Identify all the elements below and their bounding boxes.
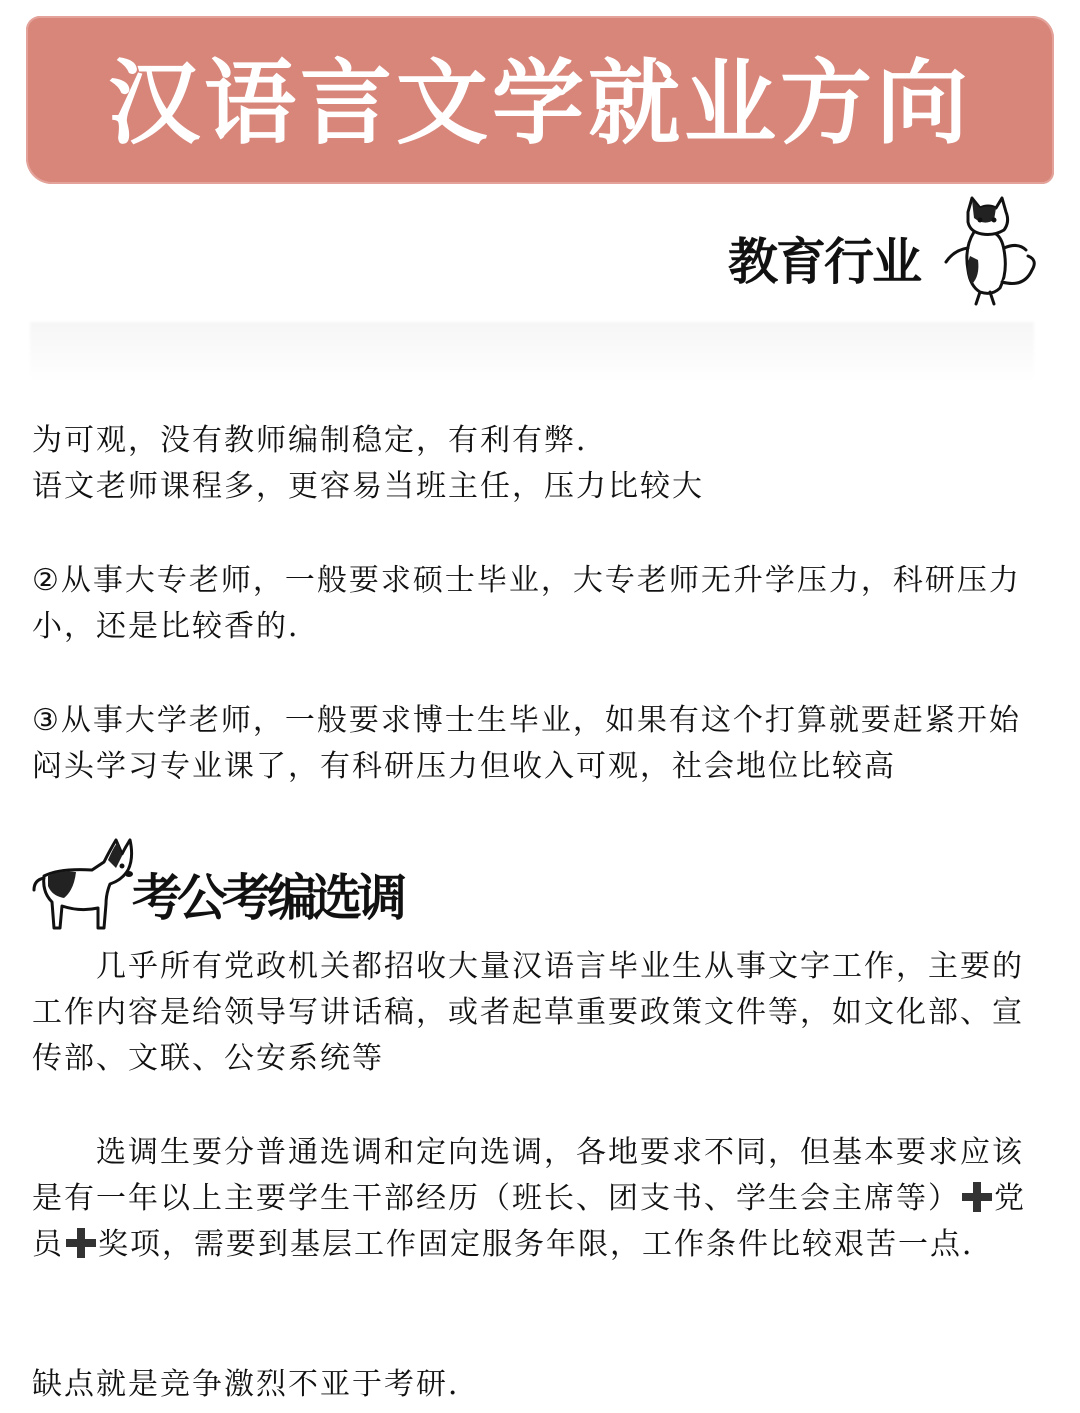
plus-icon (962, 1182, 992, 1212)
gov-paragraph-1: 几乎所有党政机关都招收大量汉语言毕业生从事文字工作，主要的工作内容是给领导写讲话稿，或者起草重要政策文件等，如文化部、宣传部、文联、公安系统等 (32, 949, 1024, 1076)
section-heading-education: 教育行业 (728, 233, 920, 291)
gov-paragraph-3: 缺点就是竞争激烈不亚于考研． (32, 1367, 480, 1402)
edu-paragraph-2: ②从事大专老师，一般要求硕士毕业，大专老师无升学压力，科研压力小，还是比较香的． (32, 563, 1021, 644)
gov-paragraph-2-part-c: 奖项，需要到基层工作固定服务年限，工作条件比较艰苦一点． (98, 1227, 994, 1262)
cat-icon (928, 192, 1046, 310)
plus-icon (66, 1228, 96, 1258)
page-title: 汉语言文学就业方向 (107, 50, 972, 157)
blurred-region (30, 322, 1034, 382)
section-heading-gov: 考公考编选调 (132, 869, 402, 927)
dog-icon (30, 832, 138, 936)
edu-paragraph-3: ③从事大学老师，一般要求博士生毕业，如果有这个打算就要赶紧开始闷头学习专业课了，有科研压力但收入可观，社会地位比较高 (32, 703, 1021, 784)
gov-paragraph-2-part-b: 党员 (32, 1181, 1026, 1262)
edu-line-2: 语文老师课程多，更容易当班主任，压力比较大 (32, 469, 704, 504)
edu-line-1: 为可观，没有教师编制稳定，有利有弊． (32, 423, 608, 458)
gov-paragraph-2-part-a: 选调生要分普通选调和定向选调，各地要求不同，但基本要求应该是有一年以上主要学生干部经历（班长、团支书、学生会主席等） (32, 1135, 1024, 1216)
title-banner (26, 16, 1054, 184)
gov-paragraph-2 (32, 1130, 1042, 1268)
